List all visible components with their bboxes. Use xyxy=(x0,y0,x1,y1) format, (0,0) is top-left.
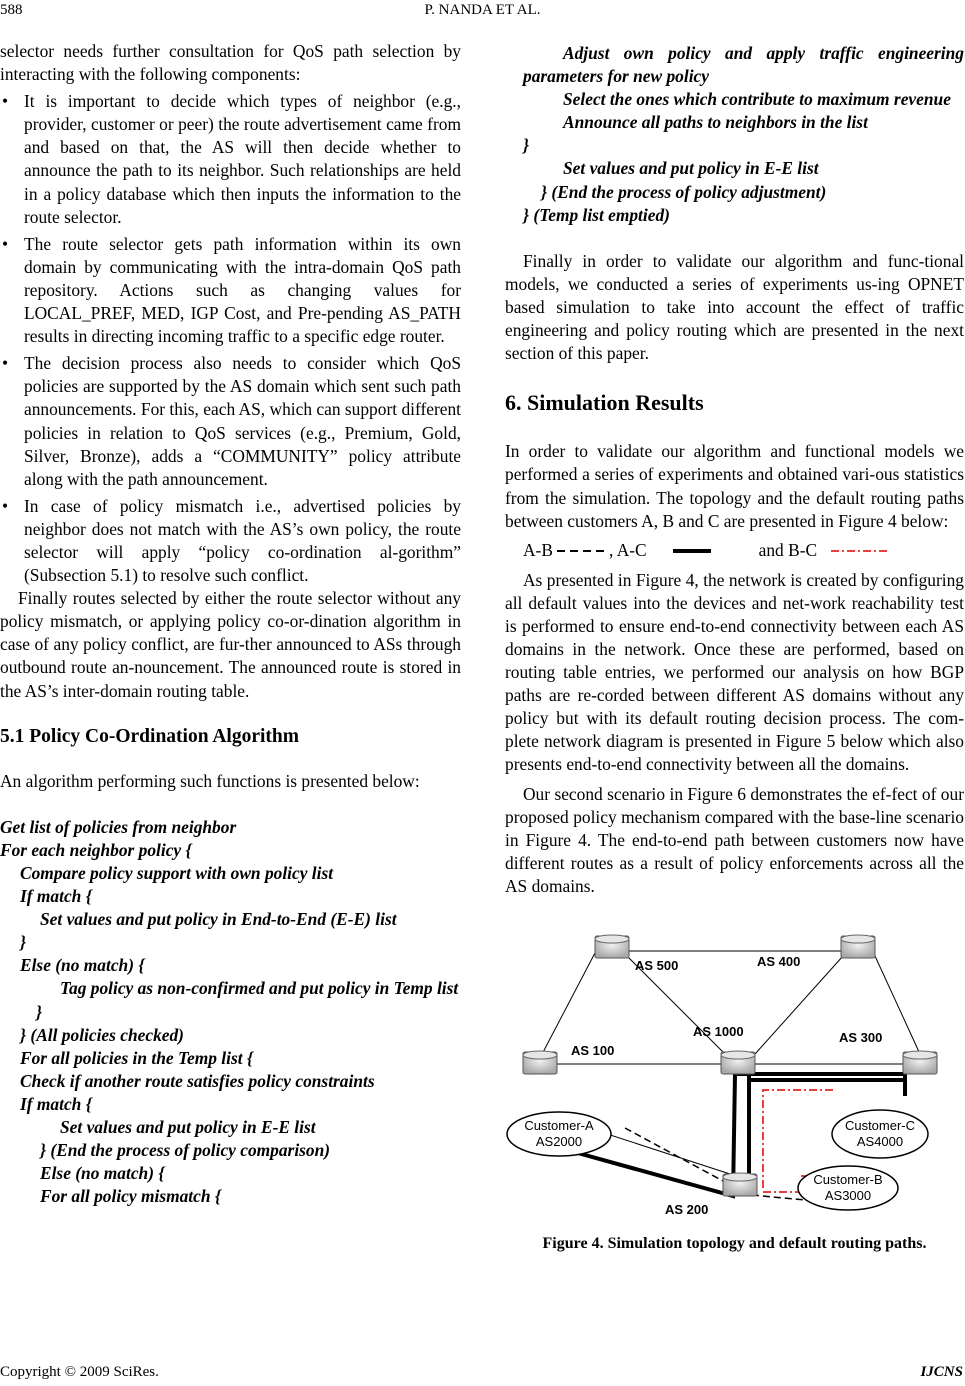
router-as1000 xyxy=(721,1051,755,1074)
algorithm-line: If match { xyxy=(20,1093,92,1114)
label-as300: AS 300 xyxy=(839,1030,883,1045)
section-heading-6: 6. Simulation Results xyxy=(505,390,704,416)
router-as400 xyxy=(841,935,875,958)
algorithm-line: } (End the process of policy adjustment) xyxy=(541,181,827,202)
journal-name: IJCNS xyxy=(920,1364,963,1380)
algorithm-line: } (All policies checked) xyxy=(20,1024,184,1045)
list-item: • In case of policy mismatch i.e., advertised policies by neighbor does not match with the AS’s own policy, the route selector will apply “policy co-ordination al-gorithm” (Subsection 5.1) to resolve such conflict. xyxy=(2,495,461,586)
algorithm-line: For all policy mismatch { xyxy=(40,1186,221,1207)
algorithm-line: } xyxy=(20,932,27,953)
path-legend xyxy=(523,539,964,563)
section-heading-5-1: 5.1 Policy Co-Ordination Algorithm xyxy=(0,725,299,747)
legend-label-ac: , A-C xyxy=(608,540,647,561)
simulation-intro-paragraph: In order to validate our algorithm and functional models we performed a series of experiments and obtained vari-ous statistics from the simulation. The topology and the default routing paths between customers A, B and C are presented in Figure 4 below: xyxy=(505,441,964,531)
label-customer-a: Customer-A xyxy=(524,1118,594,1133)
algorithm-line: Set values and put policy in End-to-End (E-E) list xyxy=(40,909,397,930)
label-customer-c: Customer-C xyxy=(844,1118,916,1133)
algorithm-intro: An algorithm performing such functions is presented below: xyxy=(0,770,420,791)
label-as500: AS 500 xyxy=(635,958,679,973)
algorithm-line: For all policies in the Temp list { xyxy=(20,1047,253,1068)
left-column xyxy=(0,40,461,1208)
algorithm-line: For each neighbor policy { xyxy=(0,839,192,860)
topology-diagram xyxy=(505,926,964,1218)
algorithm-line: } (Temp list emptied) xyxy=(523,204,670,225)
final-paragraph: Finally routes selected by either the route selector without any policy mismatch, or applying policy co-or-dination algorithm in case of any policy conflict, are fur-ther announced to ASs through outbound route an-nouncement. The announced route is stored in the AS’s inter-domain routing table. xyxy=(0,588,461,701)
page-header xyxy=(0,2,965,26)
label-as4000: AS4000 xyxy=(856,1134,904,1149)
bullet: • xyxy=(2,353,9,374)
component-list xyxy=(0,90,461,587)
algorithm-line: Get list of policies from neighbor xyxy=(0,816,237,837)
algorithm-line: } xyxy=(36,1001,43,1022)
algorithm-line: } xyxy=(523,135,530,156)
algorithm-line: } (End the process of policy comparison) xyxy=(40,1140,331,1161)
figure-caption: Figure 4. Simulation topology and default routing paths. xyxy=(542,1235,927,1253)
legend-label-ab: A-B xyxy=(523,540,553,561)
algorithm-listing xyxy=(0,816,461,1209)
bullet: • xyxy=(2,495,9,516)
scenario-paragraph: Our second scenario in Figure 6 demonstrates the ef-fect of our proposed policy mechanism compared with the base-line scenario in Figure 4. The end-to-end path between customers now have different routes as a result of policy enforcements across all the AS domains. xyxy=(505,783,964,896)
list-item: • The route selector gets path information within its own domain by communicating with the intra-domain QoS path repository. Actions such as changing values for LOCAL_PREF, MED, IGP Cost, and Pre-pending AS_PATH results in directing incoming traffic to a specific edge router. xyxy=(2,233,461,347)
list-item: • It is important to decide which types of neighbor (e.g., provider, customer or peer) the route advertisement came from and based on that, the AS will then decide whether to announce the path to its neighbor. Such relationships are held in a policy database which then inputs the information to the route selector. xyxy=(2,91,461,227)
algorithm-line: Set values and put policy in E-E list xyxy=(60,1117,316,1138)
algorithm-line: Else (no match) { xyxy=(20,955,145,976)
legend-thick-line xyxy=(663,544,743,558)
validation-paragraph: Finally in order to validate our algorithm and func-tional models, we conducted a series of experiments us-ing OPNET based simulation to take into account the effect of traffic engineering and policy routing which are presented in the next section of this paper. xyxy=(505,250,964,364)
algorithm-line: Set values and put policy in E-E list xyxy=(563,158,819,179)
legend-red-dashdot-line xyxy=(831,544,891,558)
network-paragraph: As presented in Figure 4, the network is created by configuring all default values into the devices and net-work reachability test is performed to ensure end-to-end connectivity between each AS domains in the network. Once these are performed, based on routing table entries, we performed our analysis on how BGP paths are re-corded between different AS domains without any policy but with its default routing decision process. The com-plete network diagram is presented in Figure 5 below which also presents end-to-end connectivity between all the domains. xyxy=(505,569,964,775)
algorithm-line: Else (no match) { xyxy=(40,1163,165,1184)
algorithm-continuation xyxy=(505,42,964,227)
algorithm-line: Announce all paths to neighbors in the list xyxy=(563,112,868,133)
router-as200 xyxy=(723,1173,757,1196)
label-as100: AS 100 xyxy=(571,1043,615,1058)
intro-paragraph: selector needs further consultation for QoS path selection by interacting with the following components: xyxy=(0,41,461,85)
algorithm-line: Select the ones which contribute to maximum revenue xyxy=(563,89,951,110)
label-as1000: AS 1000 xyxy=(693,1024,744,1039)
bullet: • xyxy=(2,233,9,254)
running-title: P. NANDA ET AL. xyxy=(424,2,541,18)
router-as100 xyxy=(523,1051,557,1074)
list-item: • The decision process also needs to consider which QoS policies are supported by the AS domain which sent such path announcements. For this, each AS, which can support different policies in relation to QoS services (e.g., Premium, Gold, Silver, Bronze), adds a “COMMUNITY” policy attribute along with the path announcement. xyxy=(2,353,461,489)
router-as300 xyxy=(903,1051,937,1074)
algorithm-line: Adjust own policy and apply traffic engineering parameters for new policy xyxy=(523,43,964,87)
algorithm-line: If match { xyxy=(20,886,92,907)
legend-label-bc: and B-C xyxy=(758,540,818,561)
legend-dashed-line xyxy=(557,544,609,558)
label-as2000: AS2000 xyxy=(535,1134,583,1149)
label-customer-b: Customer-B xyxy=(813,1172,883,1187)
algorithm-line: Compare policy support with own policy list xyxy=(20,863,334,883)
algorithm-line: Tag policy as non-confirmed and put policy in Temp list xyxy=(60,978,459,999)
copyright: Copyright © 2009 SciRes. xyxy=(0,1364,159,1380)
figure-4 xyxy=(505,926,964,1253)
label-as3000: AS3000 xyxy=(824,1188,872,1203)
router-as500 xyxy=(595,935,629,958)
label-as200: AS 200 xyxy=(665,1202,709,1217)
bullet: • xyxy=(2,91,9,112)
right-column xyxy=(505,42,964,1253)
page-number: 588 xyxy=(0,2,23,18)
algorithm-line: Check if another route satisfies policy constraints xyxy=(20,1070,375,1091)
path-a-b xyxy=(625,1128,810,1200)
label-as400: AS 400 xyxy=(757,954,801,969)
